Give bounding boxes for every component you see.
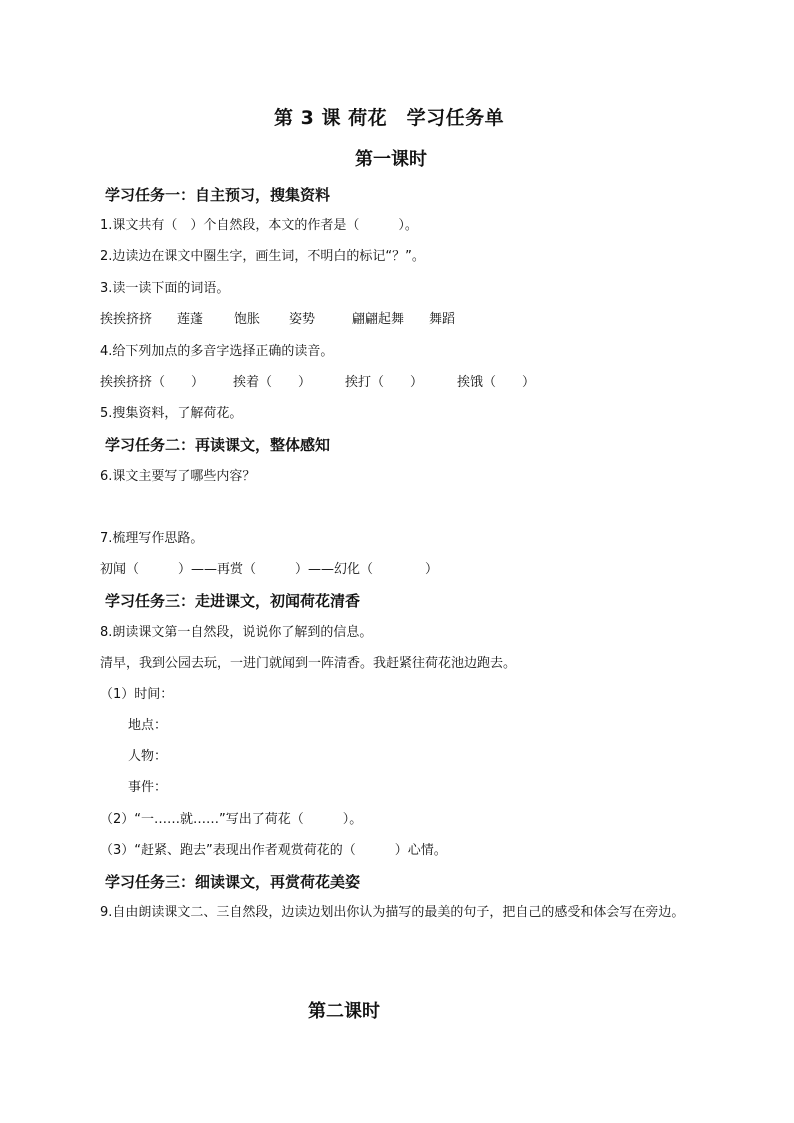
sub-question-2: （2）“一……就……”写出了荷花（ ）。	[100, 812, 363, 827]
polyphone-item: 挨打（ ）	[345, 375, 424, 390]
worksheet-title: 第 3 课 荷花 学习任务单	[274, 107, 505, 129]
vocab-word: 舞蹈	[429, 312, 456, 327]
sub-question-1-time: （1）时间：	[100, 687, 174, 702]
question-7: 7.梳理写作思路。	[100, 531, 204, 546]
vocab-word: 饱胀	[234, 312, 261, 327]
sub-question-1-place: 地点：	[128, 718, 168, 733]
sub-question-1-event: 事件：	[128, 780, 168, 795]
period-one-heading: 第一课时	[355, 149, 427, 170]
task-four-heading: 学习任务三：细读课文，再赏荷花美姿	[105, 873, 361, 891]
question-5: 5.搜集资料，了解荷花。	[100, 406, 243, 421]
vocab-word: 翩翩起舞	[352, 312, 405, 327]
polyphone-item: 挨饿（ ）	[457, 375, 536, 390]
question-3: 3.读一读下面的词语。	[100, 281, 230, 296]
polyphone-item: 挨着（ ）	[233, 375, 312, 390]
question-2: 2.边读边在课文中圈生字，画生词，不明白的标记“？”。	[100, 249, 425, 264]
question-1: 1.课文共有（ ）个自然段，本文的作者是（ ）。	[100, 218, 418, 233]
polyphone-item: 挨挨挤挤（ ）	[100, 375, 205, 390]
vocab-word: 挨挨挤挤	[100, 312, 153, 327]
vocab-word: 莲蓬	[177, 312, 204, 327]
task-one-heading: 学习任务一：自主预习，搜集资料	[105, 186, 331, 204]
task-three-heading: 学习任务三：走进课文，初闻荷花清香	[105, 592, 361, 610]
task-two-heading: 学习任务二：再读课文，整体感知	[105, 436, 331, 454]
sub-question-1-people: 人物：	[128, 749, 168, 764]
question-8: 8.朗读课文第一自然段，说说你了解到的信息。	[100, 625, 373, 640]
question-9: 9.自由朗读课文二、三自然段，边读边划出你认为描写的最美的句子，把自己的感受和体会写在旁边。	[100, 905, 685, 920]
vocab-word: 姿势	[289, 312, 316, 327]
question-6: 6.课文主要写了哪些内容？	[100, 469, 256, 484]
writing-outline-line: 初闻（ ）——再赏（ ）——幻化（ ）	[100, 562, 439, 577]
passage-excerpt: 清早，我到公园去玩，一进门就闻到一阵清香。我赶紧往荷花池边跑去。	[100, 656, 517, 671]
sub-question-3: （3）“赶紧、跑去”表现出作者观赏荷花的（ ）心情。	[100, 843, 447, 858]
question-4: 4.给下列加点的多音字选择正确的读音。	[100, 344, 334, 359]
period-two-heading: 第二课时	[308, 1001, 380, 1022]
